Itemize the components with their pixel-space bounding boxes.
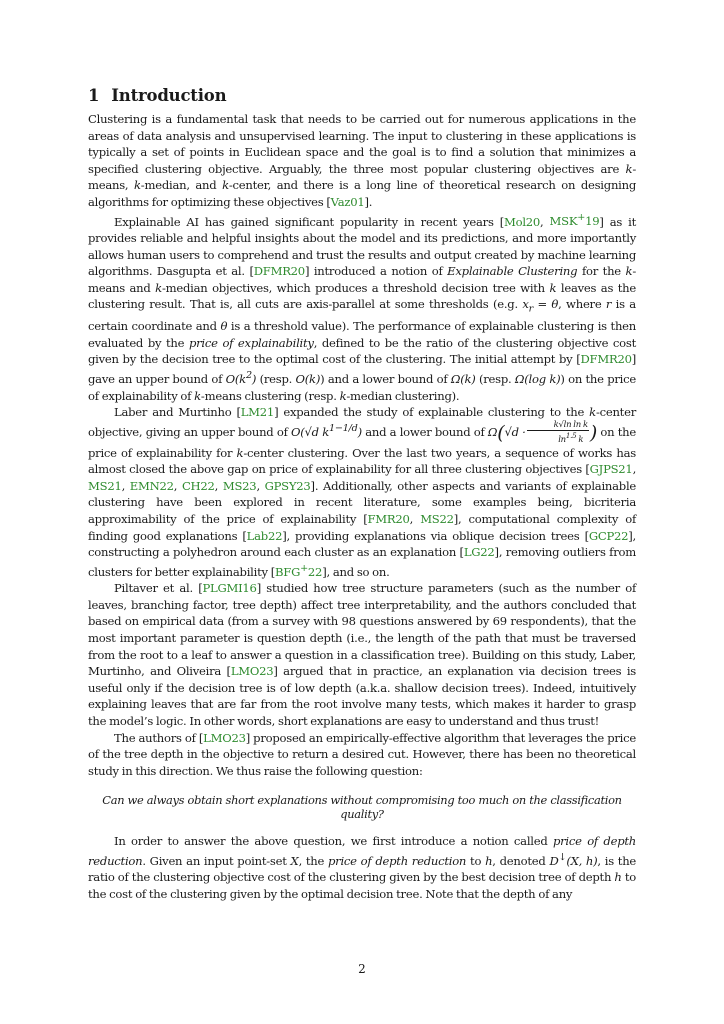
math-inline: Ω(√d · $\frac{\text{k√ln ln k}}{\ln^{1.5} k}$ ) <box>487 419 598 445</box>
citation-link[interactable]: DFMR20 <box>580 352 632 367</box>
paragraph-2: Explainable AI has gained significant popularity in recent years [Mol20, MSK+19] as it provides reliable and helpful insights about the model and its predictions, and more importantly allows human users to comprehend and trust the results and output created by machine learning algorithms. Dasgupta et al. [DFMR20] introduced a notion of Explainable Clustering for the k-means and k-median objectives, which produces a threshold decision tree with k leaves as the clustering result. That is, all cuts are axis-parallel at some thresholds (e.g. $x_r = \theta$, where r is a certain coordinate and θ is a threshold value). The performance of explainable clustering is then evaluated by the price of explainability, defined to be the ratio of the clustering objective cost given by the decision tree to the optimal cost of the clustering. The initial attempt by [DFMR20] gave an upper bound of $O(k^2)$ (resp. O(k)) and a lower bound of Ω(k) (resp. Ω(log k)) on the price of explainability of k-means clustering (resp. k-median clustering). <box>88 212 637 403</box>
math-inline: D↓(X, h) <box>549 851 598 868</box>
math-inline: $x_r = \theta$ <box>522 297 559 315</box>
section-heading <box>88 86 636 105</box>
citation-link[interactable]: Lab22 <box>246 528 283 543</box>
citation-link[interactable]: MS23 <box>222 478 257 493</box>
math-inline: O(√d $k^{1-1/d}$) <box>291 422 362 439</box>
citation-link[interactable]: MS22 <box>420 511 454 526</box>
math-inline: $O(k^2)$ <box>225 370 257 386</box>
citation-link[interactable]: LG22 <box>463 545 495 560</box>
citation-link[interactable]: LMO23 <box>230 664 274 679</box>
citation-link[interactable]: LMO23 <box>203 730 246 745</box>
paragraph-4: Piltaver et al. [PLGMI16] studied how tree structure parameters (such as the number of leaves, branching factor, tree depth) affect tree interpretability, and the authors concluded that based on empirical data (from a survey with 98 questions answered by 69 respondents), that the most important parameter is question depth (i.e., the length of the path that must be traversed from the root to a leaf to answer a question in a classification tree). Building on this study, Laber, Murtinho, and Oliveira [LMO23] argued that in practice, an explanation via decision trees is useful only if the decision tree is of low depth (a.k.a. shallow decision trees). Indeed, intuitively explaining leaves that are far from the root involve many tests, which makes it harder to grasp the model’s logic. In other words, short explanations are easy to understand and thus trust! <box>88 581 636 728</box>
paragraph-6: In order to answer the above question, we first introduce a notion called price of depth reduction. Given an input point-set X, the price of depth reduction to h, denoted D↓(X, h), is the ratio of the clustering objective cost of the clustering given by the best decision tree of depth h to the cost of the clustering given by the optimal decision tree. Note that the depth of any <box>88 834 637 901</box>
page-body <box>88 86 636 903</box>
citation-link[interactable]: Vaz01 <box>330 194 365 209</box>
paragraph-3: Laber and Murtinho [LM21] expanded the study of explainable clustering to the k-center objective, giving an upper bound of O(√d $k^{1-1/d}$) and a lower bound of Ω(√d · $\frac{\text{k√ln ln k}}{\ln^{1.5} k}$ ) on the price of explainability for k-center clustering. Over the last two years, a sequence of works has almost closed the above gap on price of explainability for all three clustering objectives [GJPS21, MS21, EMN22, CH22, MS23, GPSY23]. Additionally, other aspects and variants of explainable clustering have been explored in recent literature, some examples being, bicriteria approximability of the price of explainability [FMR20, MS22], computational complexity of finding good explanations [Lab22], providing explanations via oblique decision trees [GCP22], constructing a polyhedron around each cluster as an explanation [LG22], removing outliers from clusters for better explainability [BFG+22], and so on. <box>88 405 637 579</box>
citation-link[interactable]: MS21 <box>88 478 122 493</box>
citation-link[interactable]: BFG+22 <box>275 562 323 579</box>
citation-link[interactable]: GCP22 <box>588 528 629 543</box>
citation-link[interactable]: DFMR20 <box>253 264 305 279</box>
paragraph-1: Clustering is a fundamental task that needs to be carried out for numerous applications in the areas of data analysis and unsupervised learning. The input to clustering in these applications is typically a set of points in Euclidean space and the goal is to find a solution that minimizes a specified clustering objective. Arguably, the three most popular clustering objectives are k-means, k-median, and k-center, and there is a long line of theoretical research on designing algorithms for optimizing these objectives [Vaz01]. <box>88 112 637 209</box>
section-number: 1 <box>88 86 100 105</box>
citation-link[interactable]: MSK+19 <box>549 212 600 229</box>
paragraph-5: The authors of [LMO23] proposed an empirically-effective algorithm that leverages the price of the tree depth in the objective to return a desired cut. However, there has been no theoretical study in this direction. We thus raise the following question: <box>88 730 636 778</box>
section-title: Introduction <box>111 86 227 105</box>
citation-link[interactable]: GPSY23 <box>264 478 311 493</box>
citation-link[interactable]: EMN22 <box>129 478 174 493</box>
research-question: Can we always obtain short explanations without compromising too much on the classification quality? <box>102 793 622 822</box>
citation-link[interactable]: Mol20 <box>503 214 541 229</box>
citation-link[interactable]: PLGMI16 <box>202 581 257 596</box>
page-number: 2 <box>358 962 366 976</box>
citation-link[interactable]: FMR20 <box>367 511 410 526</box>
citation-link[interactable]: CH22 <box>181 478 215 493</box>
citation-link[interactable]: GJPS21 <box>589 462 633 477</box>
citation-link[interactable]: LM21 <box>240 405 275 420</box>
